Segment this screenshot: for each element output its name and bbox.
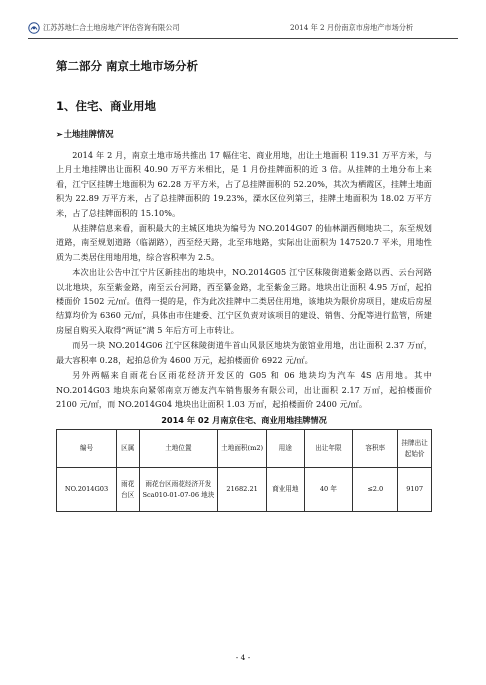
table-title: 2014 年 02 月南京住宅、商业用地挂牌情况: [161, 415, 327, 426]
header-company: [28, 22, 180, 34]
page-number: - 4 -: [235, 653, 251, 662]
table-header-cell: 编号: [57, 430, 117, 468]
table-header-cell: 用途: [267, 430, 305, 468]
document-body: [56, 58, 432, 512]
table-cell: 9107: [398, 468, 432, 512]
table-cell: 40 年: [304, 468, 353, 512]
section-title: 1、住宅、商业用地: [56, 99, 157, 113]
page-header: [28, 20, 458, 36]
part-title: 第二部分 南京土地市场分析: [56, 59, 199, 73]
header-report-title: 2014 年 2 月份南京市房地产市场分析: [290, 23, 414, 32]
header-divider: [28, 38, 458, 39]
table-header-cell: 区属: [117, 430, 140, 468]
table-header-cell: 挂牌出让起始价: [398, 430, 432, 468]
table-header-row: [57, 430, 432, 468]
table-row: [57, 468, 432, 512]
paragraph: 2014 年 2 月，南京土地市场共推出 17 幅住宅、商业用地，出让土地面积 119.31 万平方米，与上月土地挂牌出让面积 40.90 万平方米相比，是 1 月份挂牌面积的近 3 倍。从挂牌的土地分布上来看，江宁区挂牌土地面积为 62.28 万平方米，占了总挂牌面积的 52.20%，其次为栖霞区，挂牌土地面积为 22.89 万平方米，占了总挂牌面积的 19.23%，溧水区位列第三，挂牌土地面积为 18.02 万平方米，占了总挂牌面积的 15.10%。: [56, 150, 432, 218]
table-header-cell: 出让年限: [304, 430, 353, 468]
table-cell: 雨花台区雨花经济开发 Sca010-01-07-06 地块: [139, 468, 218, 512]
table-cell: 雨花台区: [117, 468, 140, 512]
paragraph: 而另一块 NO.2014G06 江宁区秣陵街道牛首山风景区地块为旅馆业用地，出让面积 2.37 万㎡，最大容积率 0.28，起拍总价为 4600 万元，起拍楼面价 6922 元/㎡。: [56, 340, 432, 365]
subsection-heading: [56, 128, 432, 140]
arrow-bullet-icon: ➢: [56, 129, 63, 139]
table-header-cell: 土地面积(m2): [218, 430, 267, 468]
table-cell: NO.2014G03: [57, 468, 117, 512]
subsection-title: 土地挂牌情况: [63, 129, 114, 139]
paragraph: 从挂牌信息来看，面积最大的主城区地块为编号为 NO.2014G07 的仙林湖西侧地块二，东至规划道路，南至规划道路（临湖路），西至经天路，北至玮地路，实际出让面积为 147520.7 平米，用地性质为二类居住用地用地，综合容积率为 2.5。: [56, 223, 432, 262]
paragraph: 本次出让公告中江宁片区新挂出的地块中，NO.2014G05 江宁区秣陵街道紫金路以西、云台河路以北地块，东至紫金路，南至云台河路，西至纂金路，北至紫金三路。地块出让面积 4.95 万㎡，起拍楼面价 1502 元/㎡。值得一提的是，作为此次挂牌中二类居住用地，该地块为限价房项目，建成后房屋结算均价为 6360 元/㎡，具体由市住建委、江宁区负责对该项目的建设、销售、分配等进行监管，所建房屋自购买入取得“两证”满 5 年后方可上市转让。: [56, 267, 432, 335]
table-cell: 商业用地: [267, 468, 305, 512]
table-cell: 21682.21: [218, 468, 267, 512]
company-logo-icon: [28, 22, 40, 34]
table-cell: ≤2.0: [353, 468, 398, 512]
header-company-name: 江苏苏地仁合土地房地产评估咨询有限公司: [43, 23, 180, 32]
table-header-cell: 容积率: [353, 430, 398, 468]
paragraph: 另外两幅来自雨花台区雨花经济开发区的 G05 和 06 地块均为汽车 4S 店用地。其中 NO.2014G03 地块东向紧邻南京万德友汽车销售服务有限公司，出让面积 2.17 万㎡，起拍楼面价 2100 元/㎡，而 NO.2014G04 地块出让面积 1.03 万㎡，起拍楼面价 2400 元/㎡。: [56, 370, 432, 409]
table-header-cell: 土地位置: [139, 430, 218, 468]
land-listing-table: [56, 429, 432, 512]
